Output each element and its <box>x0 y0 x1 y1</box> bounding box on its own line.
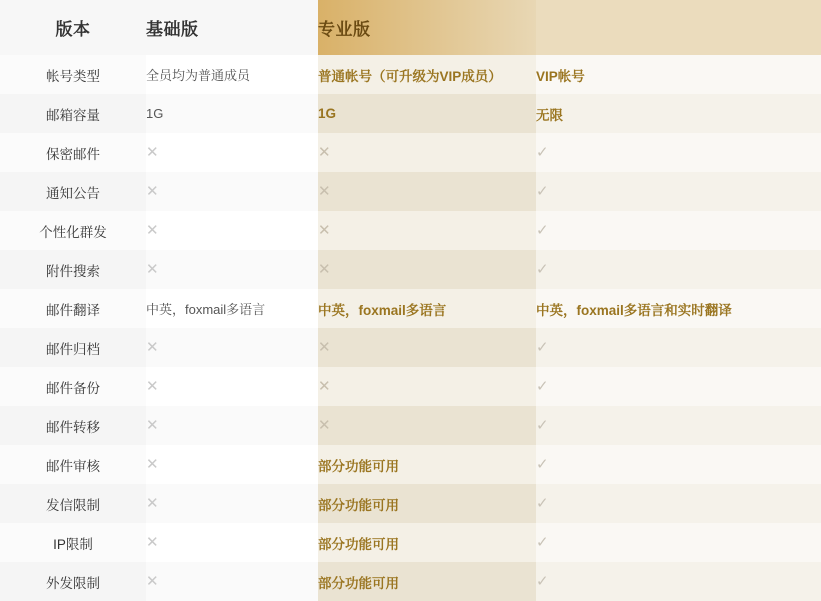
table-body <box>0 55 821 601</box>
table-header <box>0 0 821 55</box>
basic-value-cell <box>146 562 318 601</box>
cross-icon: ✕ <box>318 144 331 161</box>
vip-value-cell <box>536 55 821 94</box>
cell-text: 普通帐号（可升级为VIP成员） <box>318 68 502 84</box>
table-row <box>0 523 821 562</box>
professional-value-cell <box>318 328 536 367</box>
cross-icon: ✕ <box>146 573 159 590</box>
professional-value-cell <box>318 562 536 601</box>
feature-name-cell: 保密邮件 <box>0 133 146 172</box>
cell-text: 部分功能可用 <box>318 497 399 513</box>
vip-value-cell <box>536 172 821 211</box>
basic-value-cell <box>146 172 318 211</box>
cross-icon: ✕ <box>146 261 159 278</box>
basic-value-cell <box>146 445 318 484</box>
cell-text: VIP帐号 <box>536 68 585 84</box>
vip-value-cell <box>536 523 821 562</box>
professional-value-cell <box>318 406 536 445</box>
basic-value-cell <box>146 367 318 406</box>
cell-text: 中英，foxmail多语言和实时翻译 <box>536 302 732 318</box>
cross-icon: ✕ <box>146 456 159 473</box>
check-icon: ✓ <box>536 534 549 551</box>
check-icon: ✓ <box>536 183 549 200</box>
cell-text: 部分功能可用 <box>318 458 399 474</box>
table-row <box>0 562 821 601</box>
cross-icon: ✕ <box>318 183 331 200</box>
vip-value-cell <box>536 445 821 484</box>
vip-value-cell <box>536 94 821 133</box>
vip-value-cell <box>536 133 821 172</box>
cross-icon: ✕ <box>146 378 159 395</box>
basic-value-cell <box>146 406 318 445</box>
professional-value-cell <box>318 94 536 133</box>
check-icon: ✓ <box>536 495 549 512</box>
column-header-vip-spacer <box>536 0 821 55</box>
table-row <box>0 94 821 133</box>
feature-name-cell: 邮件备份 <box>0 367 146 406</box>
feature-name-cell: 帐号类型 <box>0 55 146 94</box>
table-row <box>0 445 821 484</box>
table-row <box>0 289 821 328</box>
column-header-version: 版本 <box>0 0 146 55</box>
table-row <box>0 484 821 523</box>
basic-value-cell <box>146 484 318 523</box>
cell-text: 无限 <box>536 107 563 123</box>
professional-value-cell <box>318 133 536 172</box>
cell-text: 中英，foxmail多语言 <box>318 302 447 318</box>
table-row <box>0 250 821 289</box>
check-icon: ✓ <box>536 222 549 239</box>
professional-value-cell <box>318 250 536 289</box>
feature-name-cell: 邮件审核 <box>0 445 146 484</box>
vip-value-cell <box>536 289 821 328</box>
table-row <box>0 55 821 94</box>
check-icon: ✓ <box>536 417 549 434</box>
cross-icon: ✕ <box>318 378 331 395</box>
professional-value-cell <box>318 445 536 484</box>
professional-value-cell <box>318 523 536 562</box>
table-row <box>0 211 821 250</box>
vip-value-cell <box>536 367 821 406</box>
vip-value-cell <box>536 484 821 523</box>
basic-value-cell <box>146 94 318 133</box>
table-row <box>0 367 821 406</box>
vip-value-cell <box>536 328 821 367</box>
basic-value-cell <box>146 289 318 328</box>
basic-value-cell <box>146 250 318 289</box>
feature-name-cell: 发信限制 <box>0 484 146 523</box>
feature-name-cell: 附件搜索 <box>0 250 146 289</box>
professional-value-cell <box>318 289 536 328</box>
cross-icon: ✕ <box>318 261 331 278</box>
table-row <box>0 328 821 367</box>
check-icon: ✓ <box>536 339 549 356</box>
feature-name-cell: 外发限制 <box>0 562 146 601</box>
column-header-basic: 基础版 <box>146 0 318 55</box>
check-icon: ✓ <box>536 144 549 161</box>
cross-icon: ✕ <box>146 222 159 239</box>
professional-value-cell <box>318 484 536 523</box>
table-row <box>0 406 821 445</box>
table-header-row <box>0 0 821 55</box>
feature-name-cell: 通知公告 <box>0 172 146 211</box>
basic-value-cell <box>146 523 318 562</box>
feature-name-cell: IP限制 <box>0 523 146 562</box>
cell-text: 1G <box>318 106 337 121</box>
basic-value-cell <box>146 328 318 367</box>
vip-value-cell <box>536 211 821 250</box>
cross-icon: ✕ <box>146 534 159 551</box>
check-icon: ✓ <box>536 573 549 590</box>
basic-value-cell <box>146 211 318 250</box>
cross-icon: ✕ <box>146 339 159 356</box>
table-row <box>0 172 821 211</box>
cross-icon: ✕ <box>318 339 331 356</box>
professional-value-cell <box>318 55 536 94</box>
cross-icon: ✕ <box>146 144 159 161</box>
cell-text: 部分功能可用 <box>318 575 399 591</box>
professional-value-cell <box>318 211 536 250</box>
cross-icon: ✕ <box>318 417 331 434</box>
check-icon: ✓ <box>536 456 549 473</box>
cell-text: 全员均为普通成员 <box>146 68 251 83</box>
cross-icon: ✕ <box>146 417 159 434</box>
check-icon: ✓ <box>536 261 549 278</box>
professional-value-cell <box>318 172 536 211</box>
cell-text: 1G <box>146 106 164 121</box>
feature-name-cell: 邮箱容量 <box>0 94 146 133</box>
vip-value-cell <box>536 250 821 289</box>
cell-text: 部分功能可用 <box>318 536 399 552</box>
column-header-professional: 专业版 <box>318 0 536 55</box>
cross-icon: ✕ <box>318 222 331 239</box>
cross-icon: ✕ <box>146 495 159 512</box>
feature-name-cell: 个性化群发 <box>0 211 146 250</box>
basic-value-cell <box>146 133 318 172</box>
professional-value-cell <box>318 367 536 406</box>
cross-icon: ✕ <box>146 183 159 200</box>
cell-text: 中英，foxmail多语言 <box>146 302 266 317</box>
vip-value-cell <box>536 562 821 601</box>
feature-name-cell: 邮件转移 <box>0 406 146 445</box>
vip-value-cell <box>536 406 821 445</box>
table-row <box>0 133 821 172</box>
feature-name-cell: 邮件归档 <box>0 328 146 367</box>
basic-value-cell <box>146 55 318 94</box>
feature-name-cell: 邮件翻译 <box>0 289 146 328</box>
check-icon: ✓ <box>536 378 549 395</box>
